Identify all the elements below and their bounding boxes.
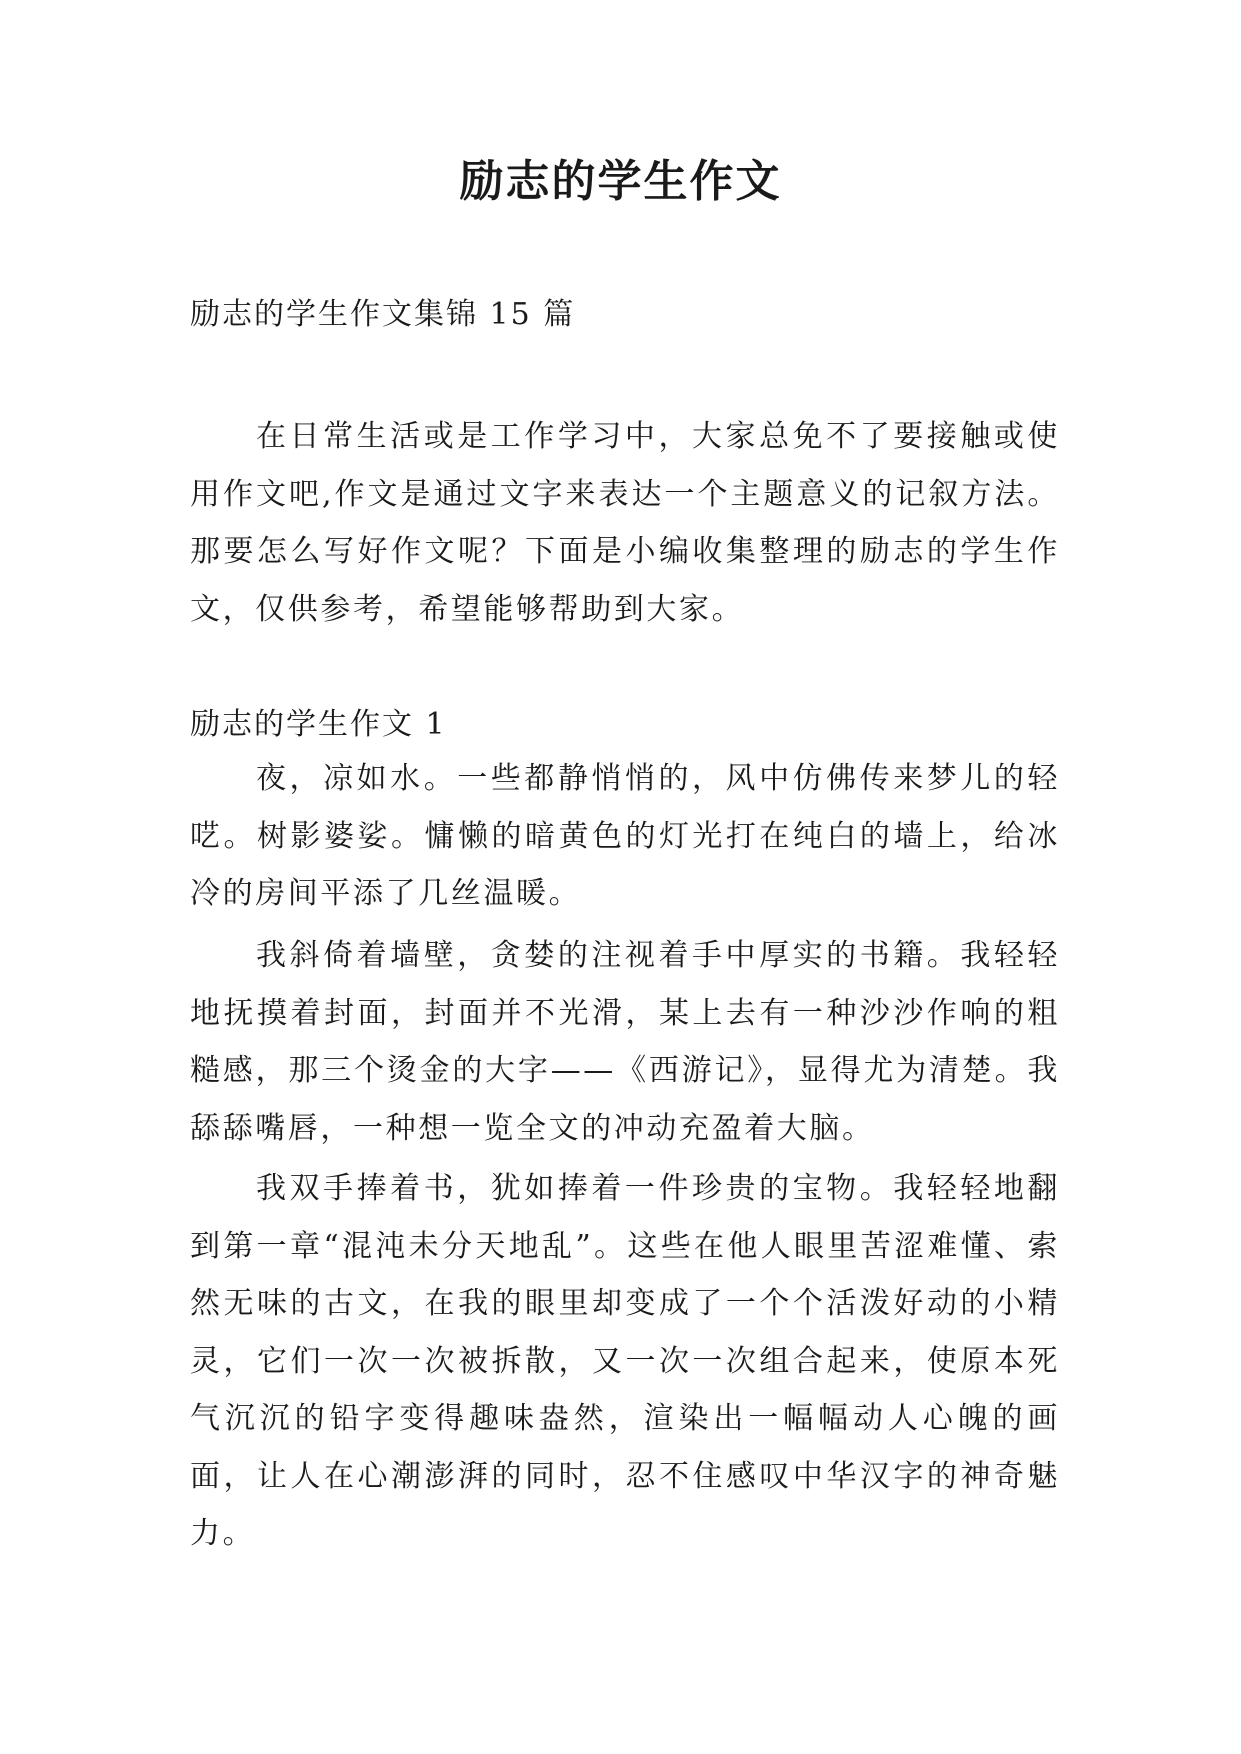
intro-paragraph: 在日常生活或是工作学习中，大家总免不了要接触或使用作文吧,作文是通过文字来表达一个主题意义的记叙方法。那要怎么写好作文呢？下面是小编收集整理的励志的学生作文，仅供参考，希望能够帮助到大家。 xyxy=(190,419,1060,627)
body-paragraph: 我双手捧着书，犹如捧着一件珍贵的宝物。我轻轻地翻到第一章“混沌未分天地乱”。这些在他人眼里苦涩难懂、索然无味的古文，在我的眼里却变成了一个个活泼好动的小精灵，它们一次一次被拆散，又一次一次组合起来，使原本死气沉沉的铅字变得趣味盎然，渲染出一幅幅动人心魄的画面，让人在心潮澎湃的同时，忍不住感叹中华汉字的神奇魅力。 xyxy=(190,1171,1060,1551)
section-heading: 励志的学生作文 1 xyxy=(190,707,447,742)
body-paragraph: 夜，凉如水。一些都静悄悄的，风中仿佛传来梦儿的轻呓。树影婆娑。慵懒的暗黄色的灯光打在纯白的墙上，给冰冷的房间平添了几丝温暖。 xyxy=(190,761,1060,911)
document-subtitle: 励志的学生作文集锦 15 篇 xyxy=(190,297,576,332)
body-paragraph: 我斜倚着墙壁，贪婪的注视着手中厚实的书籍。我轻轻地抚摸着封面，封面并不光滑，某上去有一种沙沙作响的粗糙感，那三个烫金的大字——《西游记》，显得尤为清楚。我舔舔嘴唇，一种想一览全文的冲动充盈着大脑。 xyxy=(190,938,1060,1146)
page-title: 励志的学生作文 xyxy=(459,156,782,207)
